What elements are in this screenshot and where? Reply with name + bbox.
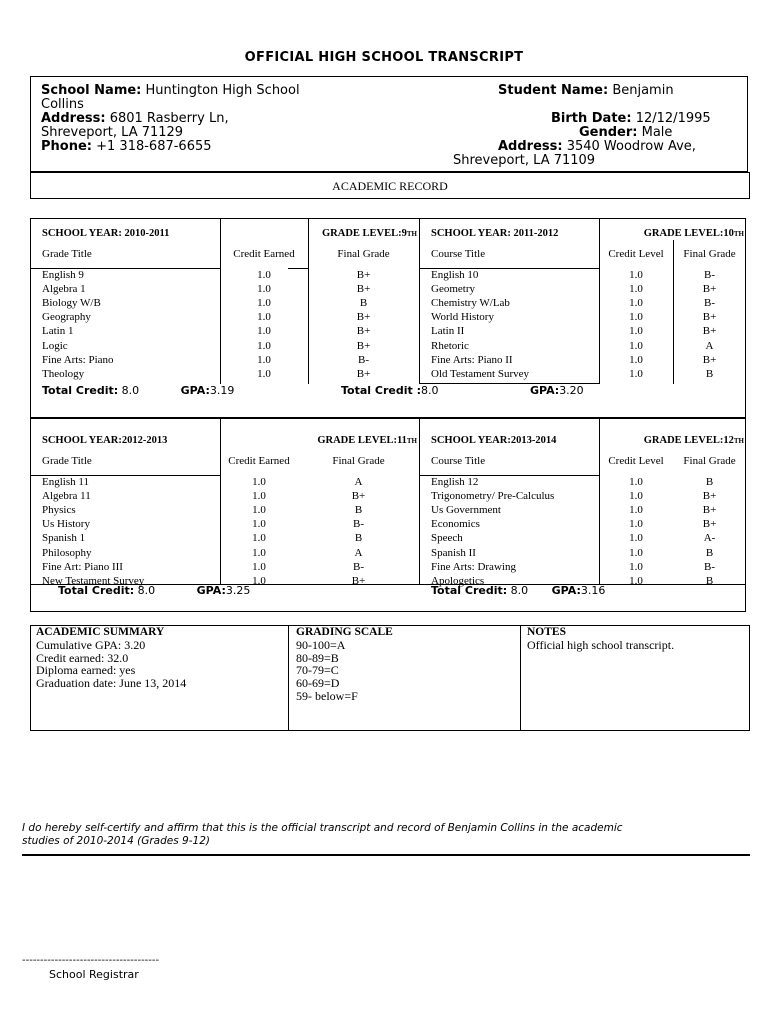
totals-2011-2012: [341, 384, 584, 397]
final-grade: B: [705, 546, 714, 559]
credit-value: 1.0: [629, 532, 643, 545]
table-row: [420, 503, 746, 517]
table-row: [420, 325, 746, 339]
grading-scale-line: 70-79=C: [296, 663, 339, 678]
student-address-label: Address:: [498, 139, 563, 154]
table-row: [31, 268, 419, 282]
final-grade: B+: [702, 325, 717, 338]
final-grade: B-: [704, 268, 715, 281]
total-credit-label: Total Credit:: [42, 384, 119, 397]
credit-value: 1.0: [252, 560, 266, 573]
gpa-value: 3.16: [580, 584, 606, 597]
final-grade: B-: [353, 560, 364, 573]
student-name-label: Student Name:: [498, 83, 609, 98]
table-row: [420, 489, 746, 503]
credit-value: 1.0: [629, 353, 643, 366]
final-grade: B: [359, 296, 368, 309]
school-year: SCHOOL YEAR: 2010-2011: [42, 228, 170, 239]
credit-value: 1.0: [629, 503, 643, 516]
school-address-value: 6801 Rasberry Ln,: [109, 111, 229, 126]
divider: [520, 626, 521, 730]
course-name: Biology W/B: [42, 296, 101, 309]
school-year: SCHOOL YEAR: 2011-2012: [431, 228, 559, 239]
credit-value: 1.0: [257, 311, 271, 324]
column-header-row: [31, 241, 419, 268]
table-row: [31, 339, 419, 353]
notes-heading: NOTES: [527, 626, 566, 638]
table-row: [31, 560, 419, 574]
grade-level-text: GRADE LEVEL:9: [322, 227, 407, 239]
credit-value: 1.0: [252, 503, 266, 516]
grade-level-text: GRADE LEVEL:12: [643, 434, 734, 446]
course-name: Algebra 1: [42, 282, 86, 295]
credit-value: 1.0: [257, 282, 271, 295]
course-name: Economics: [431, 518, 480, 531]
school-address-line: [41, 111, 229, 126]
final-grade: B-: [704, 560, 715, 573]
table-row: [420, 339, 746, 353]
total-credit-label: Total Credit:: [58, 584, 135, 597]
school-phone-label: Phone:: [41, 139, 92, 154]
course-name: Fine Arts: Piano II: [431, 353, 513, 366]
total-credit-value: 8.0: [137, 584, 156, 597]
course-name: Philosophy: [42, 546, 92, 559]
course-name: Geography: [42, 311, 91, 324]
grading-scale-heading: GRADING SCALE: [296, 626, 393, 638]
final-grade: A-: [703, 532, 716, 545]
student-address-line: [498, 139, 696, 154]
divider: [288, 626, 289, 730]
grade-level: [220, 433, 419, 448]
final-grade: A: [354, 546, 363, 559]
final-grade: B: [354, 532, 363, 545]
course-name: Spanish II: [431, 546, 476, 559]
final-grade: B+: [702, 489, 717, 502]
year-header-row: [31, 226, 419, 241]
credit-value: 1.0: [629, 574, 643, 587]
birth-date-value: 12/12/1995: [635, 111, 711, 126]
course-name: English 10: [431, 268, 479, 281]
credit-value: 1.0: [629, 282, 643, 295]
gender-line: [579, 125, 672, 140]
credit-value: 1.0: [257, 268, 271, 281]
school-name-line: [41, 83, 300, 98]
course-name: World History: [431, 311, 494, 324]
table-row: [420, 518, 746, 532]
column-header-title: Grade Title: [42, 455, 92, 467]
notes: [527, 626, 674, 652]
grades-table-2012-2013: [31, 433, 419, 589]
table-row: [420, 296, 746, 310]
table-row: [31, 489, 419, 503]
student-name-line: [498, 83, 674, 98]
affirmation-statement: I do hereby self-certify and affirm that this is the official transcript and record of Benjamin Collins in the academic studies of 2010-2014 (Grades 9-12): [22, 822, 623, 847]
course-name: New Testament Survey: [42, 574, 145, 587]
column-header-row: [420, 448, 746, 475]
grading-scale-line: 90-100=A: [296, 637, 346, 652]
year-header-row: [31, 433, 419, 448]
grade-level-text: GRADE LEVEL:11: [317, 434, 407, 446]
school-address-line2: Shreveport, LA 71129: [41, 125, 184, 140]
column-header-title: Grade Title: [42, 248, 92, 260]
totals-2010-2011: [42, 384, 234, 397]
table-row: [420, 268, 746, 282]
course-name: Geometry: [431, 282, 475, 295]
table-row: [31, 546, 419, 560]
credit-value: 1.0: [252, 532, 266, 545]
gpa-value: 3.19: [209, 384, 235, 397]
school-year: SCHOOL YEAR:2013-2014: [431, 435, 557, 446]
table-row: [420, 367, 746, 381]
credit-value: 1.0: [257, 367, 271, 380]
table-row: [31, 518, 419, 532]
credit-value: 1.0: [629, 489, 643, 502]
grade-level: [220, 226, 419, 241]
table-row: [420, 475, 746, 489]
table-row: [31, 325, 419, 339]
student-address-value: 3540 Woodrow Ave,: [566, 139, 696, 154]
course-name: Us Government: [431, 503, 501, 516]
grading-scale-line: 80-89=B: [296, 650, 339, 665]
table-row: [420, 353, 746, 367]
gpa-label: GPA:: [529, 384, 560, 397]
grade-level-suffix: TH: [406, 436, 417, 445]
final-grade: B+: [351, 574, 366, 587]
column-header-credit: Credit Earned: [233, 248, 295, 260]
credit-value: 1.0: [257, 325, 271, 338]
final-grade: B+: [351, 489, 366, 502]
credit-value: 1.0: [629, 339, 643, 352]
credit-value: 1.0: [629, 475, 643, 488]
academic-summary-heading: ACADEMIC SUMMARY: [36, 626, 165, 638]
table-row: [31, 367, 419, 381]
grade-level-text: GRADE LEVEL:10: [643, 227, 734, 239]
credit-value: 1.0: [252, 489, 266, 502]
summary-line: Cumulative GPA: 3.20: [36, 637, 146, 652]
total-credit-label: Total Credit:: [431, 584, 508, 597]
grade-level: [599, 226, 746, 241]
academic-record-heading: ACADEMIC RECORD: [30, 172, 750, 199]
final-grade: A: [354, 475, 363, 488]
credit-value: 1.0: [629, 325, 643, 338]
credit-value: 1.0: [629, 367, 643, 380]
column-header-row: [31, 448, 419, 475]
credit-value: 1.0: [629, 560, 643, 573]
course-name: English 9: [42, 268, 84, 281]
table-row: [420, 311, 746, 325]
gpa-value: 3.25: [225, 584, 251, 597]
column-header-final: Final Grade: [337, 248, 390, 260]
total-credit-value: 8.0: [510, 584, 529, 597]
credit-value: 1.0: [252, 574, 266, 587]
table-row: [31, 353, 419, 367]
credit-value: 1.0: [629, 518, 643, 531]
final-grade: B+: [702, 311, 717, 324]
grades-table-2010-2011: [31, 226, 419, 382]
credit-value: 1.0: [257, 296, 271, 309]
credit-value: 1.0: [257, 339, 271, 352]
gpa-value: 3.20: [559, 384, 584, 397]
credit-value: 1.0: [629, 268, 643, 281]
course-name: Speech: [431, 532, 463, 545]
table-row: [420, 546, 746, 560]
final-grade: B-: [358, 353, 369, 366]
column-header-title: Course Title: [431, 248, 486, 260]
table-row: [420, 560, 746, 574]
gpa-label: GPA:: [196, 584, 226, 597]
grade-level-suffix: TH: [406, 229, 418, 238]
credit-value: 1.0: [257, 353, 271, 366]
course-name: Latin 1: [42, 325, 74, 338]
student-address-line2: Shreveport, LA 71109: [453, 153, 596, 168]
course-name: Chemistry W/Lab: [431, 296, 510, 309]
grading-scale-line: 59- below=F: [296, 688, 358, 703]
gpa-label: GPA:: [551, 584, 581, 597]
column-header-final: Final Grade: [683, 455, 736, 467]
summary-line: Credit earned: 32.0: [36, 650, 129, 665]
birth-date-label: Birth Date:: [551, 111, 632, 126]
totals-2012-2013: [58, 584, 250, 597]
student-info-box: [30, 76, 748, 172]
course-name: Trigonometry/ Pre-Calculus: [431, 489, 555, 502]
grade-level-suffix: TH: [733, 436, 745, 445]
credit-value: 1.0: [252, 546, 266, 559]
table-row: [31, 296, 419, 310]
credit-value: 1.0: [252, 475, 266, 488]
divider: [22, 854, 750, 856]
credit-value: 1.0: [629, 311, 643, 324]
credit-value: 1.0: [252, 518, 266, 531]
table-row: [420, 282, 746, 296]
column-header-final: Final Grade: [683, 248, 736, 260]
year-header-row: [420, 226, 746, 241]
course-name: English 12: [431, 475, 479, 488]
school-name-label: School Name:: [41, 83, 142, 98]
school-name-value: Huntington High School: [145, 83, 300, 98]
grading-scale-line: 60-69=D: [296, 676, 340, 691]
final-grade: B+: [356, 367, 371, 380]
page-title: OFFICIAL HIGH SCHOOL TRANSCRIPT: [244, 50, 524, 65]
column-header-title: Course Title: [431, 455, 486, 467]
course-name: Fine Arts: Piano: [42, 353, 114, 366]
year-header-row: [420, 433, 746, 448]
table-row: [31, 311, 419, 325]
course-name: Algebra 11: [42, 489, 91, 502]
final-grade: B: [705, 367, 714, 380]
table-row: [31, 503, 419, 517]
gpa-label: GPA:: [180, 384, 210, 397]
final-grade: B+: [702, 518, 717, 531]
student-name-continuation: Collins: [41, 97, 84, 112]
course-name: Old Testament Survey: [431, 367, 530, 380]
final-grade: B+: [702, 353, 717, 366]
course-name: Us History: [42, 518, 90, 531]
table-row: [31, 532, 419, 546]
column-header-credit: Credit Earned: [228, 455, 290, 467]
course-name: Latin II: [431, 325, 465, 338]
final-grade: B+: [356, 282, 371, 295]
total-credit-value: 8.0: [121, 384, 140, 397]
registrar-label: School Registrar: [49, 968, 139, 981]
birth-date-line: [551, 111, 711, 126]
table-row: [420, 532, 746, 546]
course-name: Rhetoric: [431, 339, 469, 352]
final-grade: B: [705, 475, 714, 488]
course-name: Logic: [42, 339, 68, 352]
course-name: Theology: [42, 367, 85, 380]
grades-table-2011-2012: [420, 226, 746, 382]
final-grade: B-: [704, 296, 715, 309]
final-grade: B+: [702, 282, 717, 295]
final-grade: B+: [356, 311, 371, 324]
grading-scale: [296, 626, 393, 703]
gender-label: Gender:: [579, 125, 638, 140]
totals-2013-2014: [431, 584, 605, 597]
school-phone-line: [41, 139, 212, 154]
final-grade: A: [705, 339, 714, 352]
table-row: [31, 475, 419, 489]
total-credit-value: 8.0: [420, 384, 439, 397]
column-header-credit: Credit Level: [608, 455, 664, 467]
table-row: [31, 282, 419, 296]
final-grade: B+: [356, 325, 371, 338]
column-header-row: [420, 241, 746, 268]
final-grade: B: [705, 574, 714, 587]
grade-level: [599, 433, 746, 448]
final-grade: B+: [356, 268, 371, 281]
student-name-value: Benjamin: [612, 83, 674, 98]
credit-value: 1.0: [629, 296, 643, 309]
school-year: SCHOOL YEAR:2012-2013: [42, 435, 168, 446]
course-name: Physics: [42, 503, 76, 516]
course-name: Fine Art: Piano III: [42, 560, 123, 573]
notes-text: Official high school transcript.: [527, 637, 675, 652]
school-address-label: Address:: [41, 111, 106, 126]
summary-line: Graduation date: June 13, 2014: [36, 676, 187, 691]
summary-line: Diploma earned: yes: [36, 663, 136, 678]
summary-box: [30, 625, 750, 731]
grades-table-2013-2014: [420, 433, 746, 589]
final-grade: B+: [702, 503, 717, 516]
column-header-final: Final Grade: [332, 455, 385, 467]
column-header-credit: Credit Level: [608, 248, 664, 260]
final-grade: B-: [353, 518, 364, 531]
course-name: Apologetics: [431, 574, 485, 587]
course-name: English 11: [42, 475, 89, 488]
signature-line: --------------------------------------: [22, 955, 160, 966]
school-phone-value: +1 318-687-6655: [96, 139, 212, 154]
course-name: Fine Arts: Drawing: [431, 560, 516, 573]
gender-value: Male: [641, 125, 673, 140]
credit-value: 1.0: [629, 546, 643, 559]
grade-level-suffix: TH: [733, 229, 745, 238]
total-credit-label: Total Credit :: [341, 384, 421, 397]
final-grade: B: [354, 503, 363, 516]
academic-summary: [36, 626, 186, 690]
course-name: Spanish 1: [42, 532, 86, 545]
final-grade: B+: [356, 339, 371, 352]
